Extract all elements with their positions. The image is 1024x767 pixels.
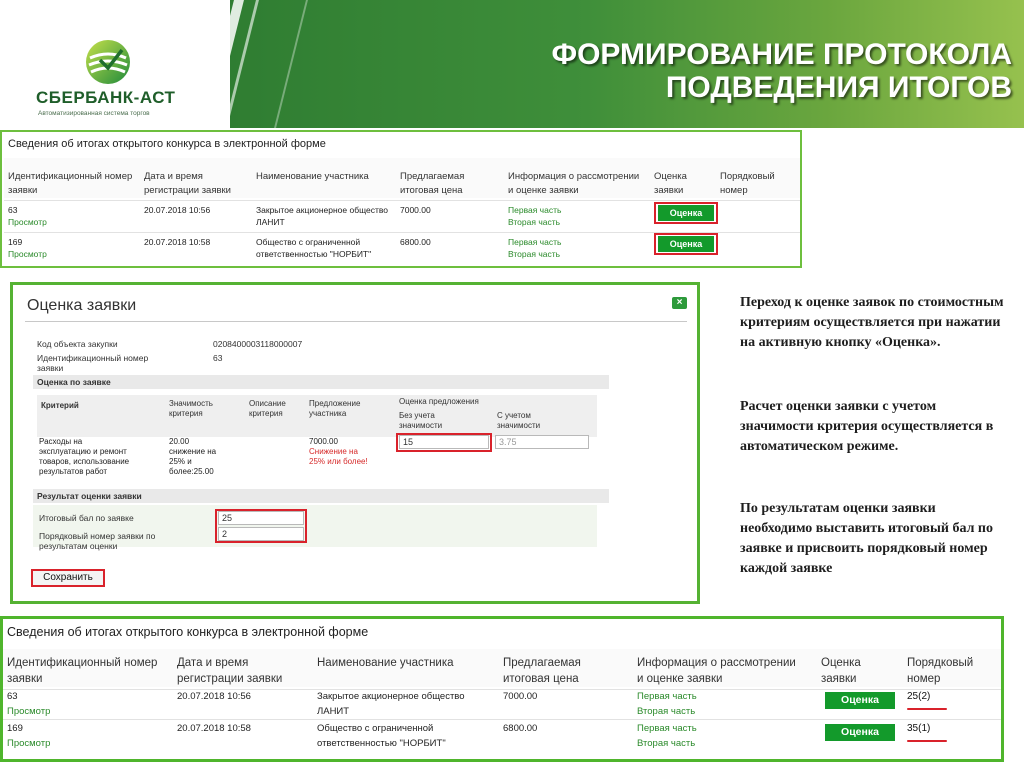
table-row-participant: Общество с ограниченной ответственностью "НОРБИТ" [256,237,372,259]
col-description: Описание критерия [249,399,286,418]
col-header-date: Дата и время регистрации заявки [177,657,283,685]
page-title-line-1: ФОРМИРОВАНИЕ ПРОТОКОЛА [551,38,1012,71]
table-row-date: 20.07.2018 10:58 [144,237,211,247]
col-header-participant: Наименование участника [317,657,454,669]
purchase-code-label: Код объекта закупки [37,339,118,349]
application-id-label: Идентификационный номер заявки [37,353,149,373]
view-link[interactable]: Просмотр [8,249,47,259]
section-evaluation: Оценка по заявке [33,375,609,389]
table-row-parts [637,721,697,751]
rank-underline [907,708,947,710]
table-row-parts [508,204,561,228]
col-weight: Значимость критерия [169,399,213,418]
sberbank-logo-icon [82,38,134,86]
second-part-link[interactable]: Вторая часть [508,249,561,259]
purchase-code-value: 0208400003118000007 [213,339,303,349]
table-row-169-id: 169 Просмотр [8,237,47,259]
explanation-paragraph-1: Переход к оценке заявок по стоимостным критериям осуществляется при нажатии на активную кнопку «Оценка». [740,295,1004,350]
rank-number-input[interactable]: 2 [218,527,304,541]
summary-table-after [0,616,1004,762]
evaluation-dialog [10,282,700,604]
table-row-169-id: 169 Просмотр [7,723,51,749]
summary-table-title: Сведения об итогах открытого конкурса в электронной форме [7,625,369,639]
criterion-name: Расходы на эксплуатацию и ремонт товаров, использование результатов работ [39,437,130,476]
offer-warning: 25% или более! [309,457,368,466]
evaluate-button[interactable]: Оценка [658,236,714,252]
logo-subtitle: Автоматизированная система торгов [38,110,150,117]
close-icon[interactable]: × [672,297,687,309]
explanation-paragraph-3: По результатам оценки заявки необходимо выставить итоговый бал по заявке и присвоить порядковый номер каждой заявке [740,501,993,576]
col-header-info: Информация о рассмотрении и оценке заявки [637,657,796,685]
criterion-weight: 20.00 снижение на 25% и более:25.00 [169,437,217,476]
view-link[interactable]: Просмотр [8,217,47,227]
summary-table-before [0,130,802,268]
col-header-info: Информация о рассмотрении и оценке заявки [508,171,640,196]
row-separator [3,719,1001,720]
table-row-price: 6800.00 [400,237,431,247]
rank-underline [907,740,947,742]
dialog-divider [25,321,687,322]
col-header-price: Предлагаемая итоговая цена [503,657,581,685]
row-separator [3,689,1001,690]
evaluate-button[interactable]: Оценка [658,205,714,221]
dialog-title: Оценка заявки [27,297,137,314]
page-title [492,38,1012,104]
evaluate-button[interactable]: Оценка [825,692,895,709]
second-part-link[interactable]: Вторая часть [637,706,696,717]
col-header-rank: Порядковый номер [720,171,775,196]
row-separator [4,200,800,201]
col-header-id: Идентификационный номер заявки [7,657,158,685]
sberbank-ast-logo [36,38,186,118]
col-header-evaluation: Оценка заявки [821,657,861,685]
summary-table-title: Сведения об итогах открытого конкурса в электронной форме [8,138,326,150]
col-header-participant: Наименование участника [256,171,369,182]
save-button[interactable]: Сохранить [31,569,105,587]
table-row-date: 20.07.2018 10:56 [144,205,211,215]
col-rating-with: С учетом значимости [497,411,541,430]
total-score-input[interactable]: 25 [218,511,304,525]
col-header-rank: Порядковый номер [907,657,974,685]
table-row-price: 7000.00 [503,691,538,702]
view-link[interactable]: Просмотр [7,706,51,717]
first-part-link[interactable]: Первая часть [637,691,697,702]
view-link[interactable]: Просмотр [7,738,51,749]
explanation-paragraph-2: Расчет оценки заявки с учетом значимости критерия осуществляется в автоматическом режиме. [740,399,994,454]
slide-header [0,0,1024,128]
first-part-link[interactable]: Первая часть [637,723,697,734]
col-criterion: Критерий [41,401,79,410]
table-row-date: 20.07.2018 10:56 [177,691,251,702]
second-part-link[interactable]: Вторая часть [508,217,561,227]
rank-value: 35(1) [907,723,931,734]
col-header-date: Дата и время регистрации заявки [144,171,231,196]
col-header-evaluation: Оценка заявки [654,171,687,196]
table-row-price: 6800.00 [503,723,538,734]
table-row-date: 20.07.2018 10:58 [177,723,251,734]
rank-value: 25(2) [907,691,931,702]
table-row-price: 7000.00 [400,205,431,215]
logo-name: СБЕРБАНК-АСТ [36,88,176,107]
table-row-parts [508,236,561,260]
total-score-label: Итоговый бал по заявке [39,513,134,523]
section-result: Результат оценки заявки [33,489,609,503]
table-row-parts [637,689,697,719]
second-part-link[interactable]: Вторая часть [637,738,696,749]
rank-number-label: Порядковый номер заявки по результатам оценки [39,531,156,551]
table-row-participant: Закрытое акционерное общество ЛАНИТ [317,691,465,717]
table-row-63-id: 63 Просмотр [7,691,51,717]
col-header-price: Предлагаемая итоговая цена [400,171,465,196]
table-row-63-id: 63 Просмотр [8,205,47,227]
application-id-value: 63 [213,353,223,363]
first-part-link[interactable]: Первая часть [508,237,562,247]
col-header-id: Идентификационный номер заявки [8,171,133,196]
col-rating: Оценка предложения [399,397,479,406]
table-row-participant: Общество с ограниченной ответственностью "НОРБИТ" [317,723,446,749]
col-offer: Предложение участника [309,399,361,418]
score-with-weight-field: 3.75 [495,435,589,449]
score-without-weight-input[interactable]: 15 [399,435,489,449]
page-title-line-2: ПОДВЕДЕНИЯ ИТОГОВ [665,71,1012,104]
offer-warning: Снижение на [309,447,358,456]
col-rating-without: Без учета значимости [399,411,443,430]
evaluate-button[interactable]: Оценка [825,724,895,741]
first-part-link[interactable]: Первая часть [508,205,562,215]
criterion-offer: 7000.00 Снижение на 25% или более! [309,437,368,466]
table-row-participant: Закрытое акционерное общество ЛАНИТ [256,205,388,227]
